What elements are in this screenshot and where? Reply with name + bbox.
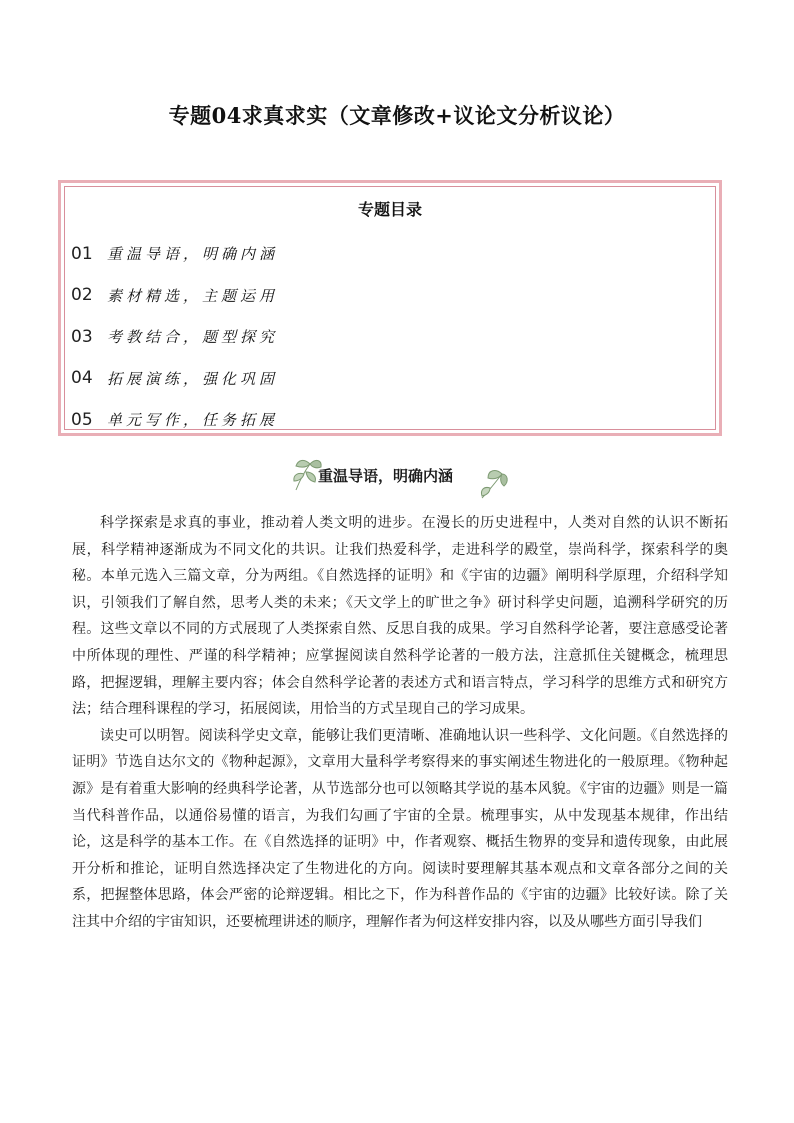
toc-item-number: 05 (71, 409, 93, 430)
toc-item-label: 素材精选，主题运用 (107, 286, 279, 305)
toc-item[interactable] (71, 399, 278, 441)
body-paragraph: 读史可以明智。阅读科学史文章，能够让我们更清晰、准确地认识一些科学、文化问题。《自然选择的证明》节选自达尔文的《物种起源》，文章用大量科学考察得来的事实阐述生物进化的一般原理。《物种起源》是有着重大影响的经典科学论著，从节选部分也可以领略其学说的基本风貌。《宇宙的边疆》则是一篇当代科普作品，以通俗易懂的语言，为我们勾画了宇宙的全景。梳理事实，从中发现基本规律，作出结论，这是科学的基本工作。在《自然选择的证明》中，作者观察、概括生物界的变异和遗传现象，由此展开分析和推论，证明自然选择决定了生物进化的方向。阅读时要理解其基本观点和文章各部分之间的关系，把握整体思路，体会严密的论辩逻辑。相比之下，作为科普作品的《宇宙的边疆》比较好读。除了关注其中介绍的宇宙知识，还要梳理讲述的顺序，理解作者为何这样安排内容，以及从哪些方面引导我们 (72, 727, 728, 930)
toc-item[interactable] (71, 358, 278, 400)
section-banner (290, 452, 510, 500)
toc-item[interactable] (71, 275, 278, 317)
toc-item-label: 单元写作，任务拓展 (107, 411, 279, 430)
toc-item-number: 01 (71, 243, 93, 264)
body-text (72, 510, 728, 936)
toc-heading: 专题目录 (357, 200, 422, 219)
toc-item-label: 考教结合，题型探究 (107, 328, 279, 347)
page-title: 专题04求真求实（文章修改+议论文分析议论） (168, 103, 626, 128)
toc-item-number: 02 (71, 285, 93, 306)
leaf-ornament-right-icon (478, 466, 510, 500)
toc-item-label: 重温导语，明确内涵 (107, 245, 279, 264)
toc-item[interactable] (71, 233, 278, 275)
toc-item-label: 拓展演练，强化巩固 (107, 369, 279, 388)
section-banner-title: 重温导语，明确内涵 (318, 467, 454, 485)
toc-item-number: 04 (71, 368, 93, 389)
toc-list (71, 233, 278, 441)
toc-item[interactable] (71, 316, 278, 358)
body-paragraph: 科学探索是求真的事业，推动着人类文明的进步。在漫长的历史进程中，人类对自然的认识不断拓展，科学精神逐渐成为不同文化的共识。让我们热爱科学，走进科学的殿堂，崇尚科学，探索科学的奥秘。本单元选入三篇文章，分为两组。《自然选择的证明》和《宇宙的边疆》阐明科学原理，介绍科学知识，引领我们了解自然，思考人类的未来；《天文学上的旷世之争》研讨科学史问题，追溯科学研究的历程。这些文章以不同的方式展现了人类探索自然、反思自我的成果。学习自然科学论著，要注意感受论著中所体现的理性、严谨的科学精神；应掌握阅读自然科学论著的一般方法，注意抓住关键概念，梳理思路，把握逻辑，理解主要内容；体会自然科学论著的表述方式和语言特点，学习科学的思维方式和研究方法；结合理科课程的学习，拓展阅读，用恰当的方式呈现自己的学习成果。 (72, 515, 728, 718)
toc-item-number: 03 (71, 326, 93, 347)
toc-box (58, 180, 722, 436)
